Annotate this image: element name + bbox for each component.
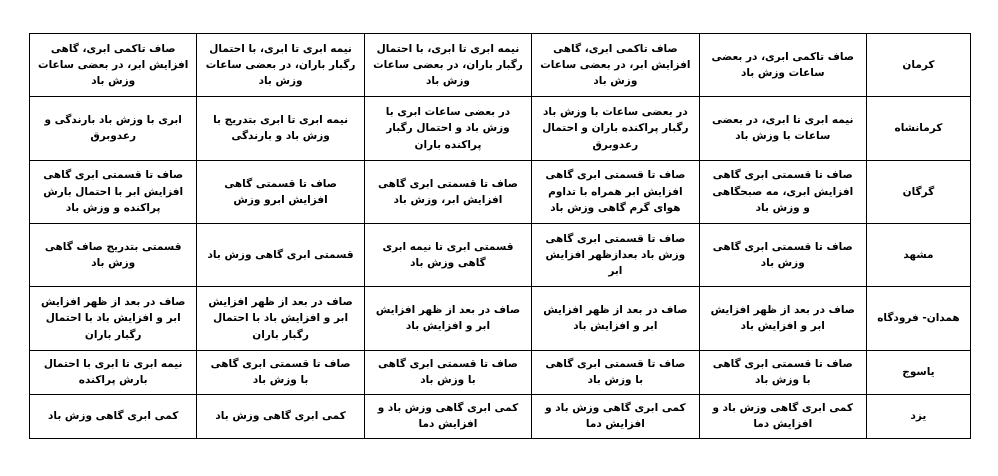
forecast-cell: صاف در بعد از ظهر افزایش ابر و افزایش باد با احتمال رگبار باران [197,287,364,350]
city-cell: یزد [866,394,970,438]
forecast-table [29,33,971,439]
forecast-cell: قسمتی ابری گاهی وزش باد [197,223,364,286]
forecast-cell: نیمه ابری تا ابری با احتمال بارش پراکنده [30,350,197,394]
table-row [30,394,971,438]
forecast-table-body [30,34,971,439]
forecast-cell: کمی ابری گاهی وزش باد [30,394,197,438]
forecast-cell: نیمه ابری تا ابری، با احتمال رگبار باران، در بعضی ساعات وزش باد [197,34,364,97]
forecast-cell: صاف تا قسمتی ابری گاهی با وزش باد [532,350,699,394]
forecast-cell: نیمه ابری تا ابری بتدریج با وزش باد و بارندگی [197,97,364,160]
table-row [30,97,971,160]
city-cell: کرمان [866,34,970,97]
forecast-cell: نیمه ابری تا ابری، در بعضی ساعات با وزش باد [699,97,866,160]
forecast-cell: صاف تا قسمتی ابری گاهی افزایش ابری، مه صبحگاهی و وزش باد [699,160,866,223]
forecast-cell: صاف در بعد از ظهر افزایش ابر و افزایش باد [532,287,699,350]
city-cell: گرگان [866,160,970,223]
forecast-cell: کمی ابری گاهی وزش باد و افزایش دما [532,394,699,438]
forecast-cell: کمی ابری گاهی وزش باد [197,394,364,438]
forecast-cell: صاف در بعد از ظهر افزایش ابر و افزایش باد با احتمال رگبار باران [30,287,197,350]
forecast-cell: صاف تا قسمتی ابری گاهی وزش باد [699,223,866,286]
city-cell: یاسوج [866,350,970,394]
forecast-cell: صاف در بعد از ظهر افزایش ابر و افزایش باد [699,287,866,350]
forecast-cell: صاف تاکمی ابری، در بعضی ساعات وزش باد [699,34,866,97]
forecast-cell: صاف تاکمی ابری، گاهی افزایش ابر، در بعضی ساعات وزش باد [30,34,197,97]
table-row [30,223,971,286]
forecast-cell: ابری با وزش باد بارندگی و رعدوبرق [30,97,197,160]
forecast-cell: کمی ابری گاهی وزش باد و افزایش دما [364,394,531,438]
forecast-cell: کمی ابری گاهی وزش باد و افزایش دما [699,394,866,438]
table-row [30,350,971,394]
forecast-cell: صاف تا قسمتی ابری گاهی با وزش باد [364,350,531,394]
table-row [30,34,971,97]
forecast-cell: صاف تا قسمتی ابری گاهی با وزش باد [197,350,364,394]
forecast-cell: صاف در بعد از ظهر افزایش ابر و افزایش باد [364,287,531,350]
forecast-cell: نیمه ابری تا ابری، با احتمال رگبار باران، در بعضی ساعات وزش باد [364,34,531,97]
forecast-cell: صاف تا قسمتی ابری گاهی افزایش ابر همراه با تداوم هوای گرم گاهی وزش باد [532,160,699,223]
table-row [30,287,971,350]
city-cell: مشهد [866,223,970,286]
forecast-cell: قسمتی ابری تا نیمه ابری گاهی وزش باد [364,223,531,286]
city-cell: همدان- فرودگاه [866,287,970,350]
forecast-cell: صاف تا قسمتی ابری گاهی با وزش باد [699,350,866,394]
forecast-cell: در بعضی ساعات با وزش باد رگبار پراکنده باران و احتمال رعدوبرق [532,97,699,160]
forecast-cell: صاف تا قسمتی گاهی افزایش ابرو وزش [197,160,364,223]
city-cell: کرمانشاه [866,97,970,160]
forecast-cell: صاف تاکمی ابری، گاهی افزایش ابر، در بعضی ساعات وزش باد [532,34,699,97]
forecast-cell: صاف تا قسمتی ابری گاهی افزایش ابر، وزش باد [364,160,531,223]
forecast-cell: صاف تا قسمتی ابری گاهی وزش باد بعدازظهر افزایش ابر [532,223,699,286]
forecast-cell: صاف تا قسمتی ابری گاهی افزایش ابر با احتمال بارش پراکنده و وزش باد [30,160,197,223]
forecast-cell: در بعضی ساعات ابری با وزش باد و احتمال رگبار پراکنده باران [364,97,531,160]
forecast-cell: قسمتی بتدریج صاف گاهی وزش باد [30,223,197,286]
table-row [30,160,971,223]
forecast-sheet [29,33,970,439]
